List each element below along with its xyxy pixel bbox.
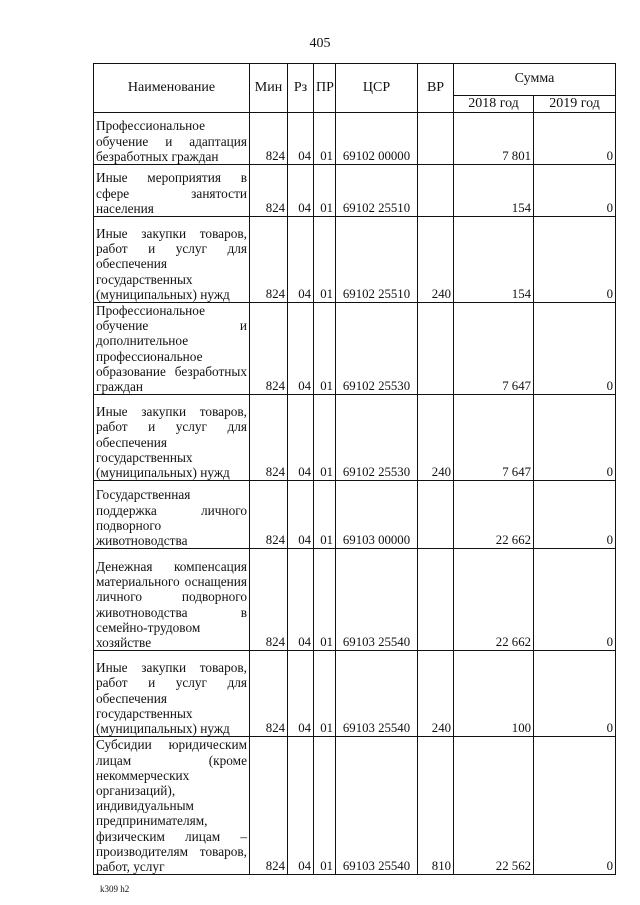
header-year-2019: 2019 год [534, 95, 616, 112]
row-pr: 01 [314, 113, 336, 165]
row-sum-2018: 7 647 [454, 395, 534, 481]
table-row [94, 651, 616, 737]
row-rz: 04 [288, 217, 314, 303]
row-sum-2019: 0 [534, 481, 616, 549]
row-csr: 69102 25510 [336, 217, 418, 303]
row-vr: 810 [418, 737, 454, 875]
row-rz: 04 [288, 481, 314, 549]
header-vr: ВР [418, 64, 454, 113]
row-rz: 04 [288, 303, 314, 395]
row-pr: 01 [314, 165, 336, 217]
row-vr [418, 113, 454, 165]
page-number: 405 [309, 36, 331, 51]
row-name: Государственная поддержка личного подворного животноводства [94, 481, 250, 549]
table-row [94, 737, 616, 875]
row-sum-2019: 0 [534, 217, 616, 303]
row-name: Иные закупки товаров, работ и услуг для обеспечения государственных (муниципальных) нужд [94, 651, 250, 737]
row-csr: 69102 25510 [336, 165, 418, 217]
row-sum-2018: 100 [454, 651, 534, 737]
table-row [94, 113, 616, 165]
row-pr: 01 [314, 549, 336, 651]
row-min: 824 [250, 113, 288, 165]
row-sum-2019: 0 [534, 549, 616, 651]
row-vr: 240 [418, 651, 454, 737]
table-body [94, 113, 616, 875]
row-sum-2019: 0 [534, 651, 616, 737]
row-name: Профессиональное обучение и адаптация безработных граждан [94, 113, 250, 165]
row-sum-2019: 0 [534, 113, 616, 165]
row-pr: 01 [314, 651, 336, 737]
row-sum-2018: 7 647 [454, 303, 534, 395]
row-vr [418, 481, 454, 549]
row-csr: 69103 00000 [336, 481, 418, 549]
row-pr: 01 [314, 395, 336, 481]
row-sum-2018: 22 562 [454, 737, 534, 875]
row-rz: 04 [288, 549, 314, 651]
row-min: 824 [250, 737, 288, 875]
row-rz: 04 [288, 165, 314, 217]
row-min: 824 [250, 481, 288, 549]
row-sum-2019: 0 [534, 303, 616, 395]
row-vr: 240 [418, 395, 454, 481]
header-name: Наименование [94, 64, 250, 113]
row-sum-2018: 154 [454, 217, 534, 303]
table-row [94, 165, 616, 217]
header-pr: ПР [314, 64, 336, 113]
row-min: 824 [250, 395, 288, 481]
row-csr: 69103 25540 [336, 549, 418, 651]
header-sum: Сумма [454, 64, 616, 96]
row-vr: 240 [418, 217, 454, 303]
row-vr [418, 303, 454, 395]
row-min: 824 [250, 165, 288, 217]
budget-table [93, 63, 616, 875]
row-min: 824 [250, 549, 288, 651]
row-pr: 01 [314, 303, 336, 395]
header-csr: ЦСР [336, 64, 418, 113]
row-sum-2018: 22 662 [454, 481, 534, 549]
row-vr [418, 549, 454, 651]
table-row [94, 481, 616, 549]
row-name: Субсидии юридическим лицам (кроме некоммерческих организаций), индивидуальным предпринимателям, физическим лицам – производителям товаров, работ, услуг [94, 737, 250, 875]
row-min: 824 [250, 217, 288, 303]
row-csr: 69102 25530 [336, 395, 418, 481]
footer-code: k309 h2 [100, 884, 130, 894]
row-sum-2019: 0 [534, 395, 616, 481]
row-name: Профессиональное обучение и дополнительное профессиональное образование безработных граждан [94, 303, 250, 395]
row-rz: 04 [288, 651, 314, 737]
row-name: Денежная компенсация материального оснащения личного подворного животноводства в семейно-трудовом хозяйстве [94, 549, 250, 651]
header-year-2018: 2018 год [454, 95, 534, 112]
row-vr [418, 165, 454, 217]
row-rz: 04 [288, 737, 314, 875]
row-csr: 69102 00000 [336, 113, 418, 165]
row-sum-2019: 0 [534, 737, 616, 875]
row-csr: 69103 25540 [336, 737, 418, 875]
table-row [94, 395, 616, 481]
row-rz: 04 [288, 113, 314, 165]
row-rz: 04 [288, 395, 314, 481]
row-csr: 69102 25530 [336, 303, 418, 395]
row-name: Иные закупки товаров, работ и услуг для обеспечения государственных (муниципальных) нужд [94, 217, 250, 303]
row-csr: 69103 25540 [336, 651, 418, 737]
row-min: 824 [250, 651, 288, 737]
row-pr: 01 [314, 481, 336, 549]
table-row [94, 549, 616, 651]
row-min: 824 [250, 303, 288, 395]
table-row [94, 303, 616, 395]
row-name: Иные мероприятия в сфере занятости населения [94, 165, 250, 217]
row-sum-2018: 154 [454, 165, 534, 217]
row-pr: 01 [314, 217, 336, 303]
row-name: Иные закупки товаров, работ и услуг для обеспечения государственных (муниципальных) нужд [94, 395, 250, 481]
header-rz: Рз [288, 64, 314, 113]
table-header [94, 64, 616, 113]
table-row [94, 217, 616, 303]
row-pr: 01 [314, 737, 336, 875]
header-min: Мин [250, 64, 288, 113]
row-sum-2018: 22 662 [454, 549, 534, 651]
row-sum-2018: 7 801 [454, 113, 534, 165]
row-sum-2019: 0 [534, 165, 616, 217]
